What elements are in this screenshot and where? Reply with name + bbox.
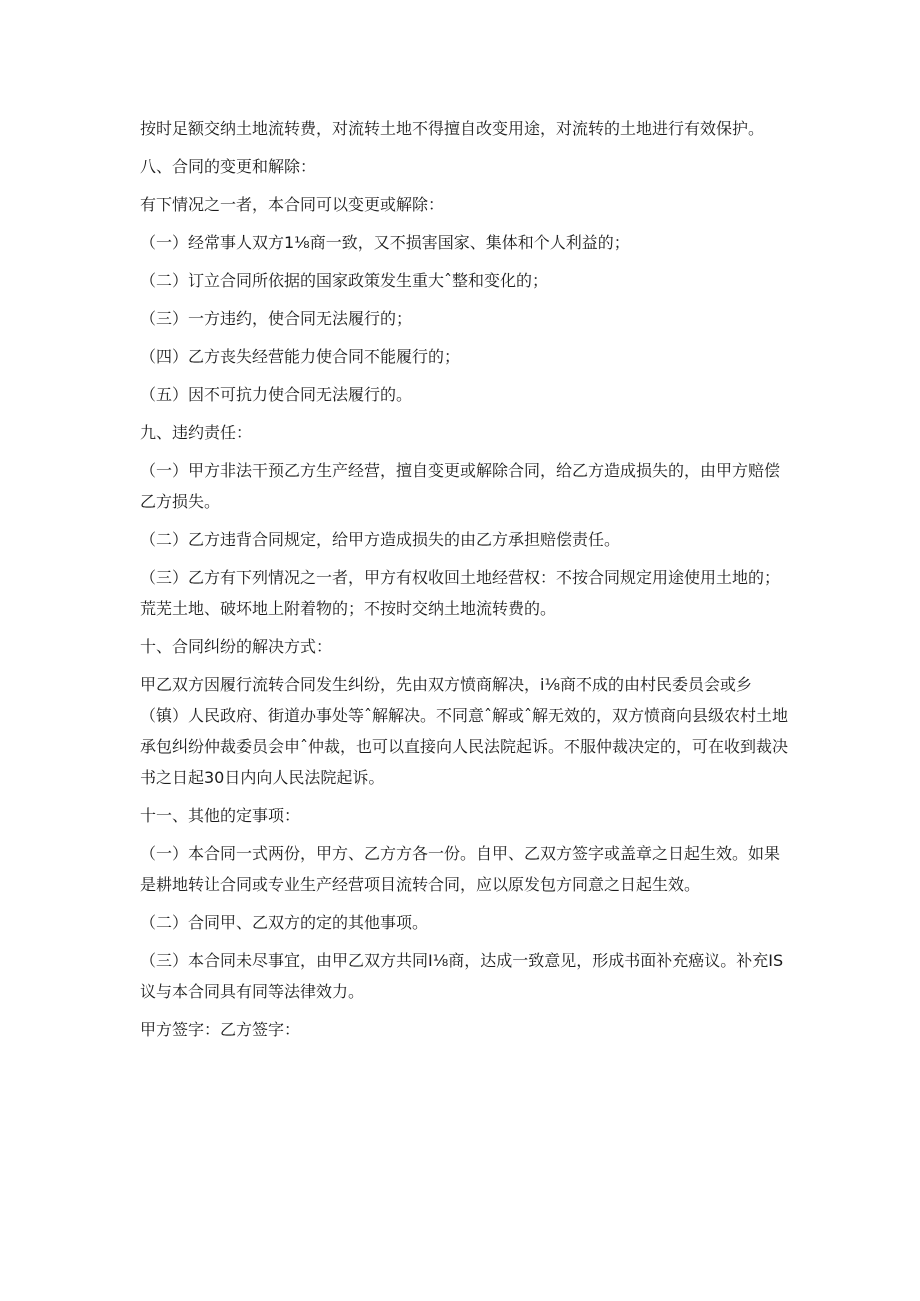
list-item-9-1: （一）甲方非法干预乙方生产经营，擅自变更或解除合同，给乙方造成损失的，由甲方赔偿乙方损失。: [140, 461, 781, 511]
list-item-8-2: （二）订立合同所依据的国家政策发生重大ˆ整和变化的；: [140, 271, 549, 290]
list-item-11-3: （三）本合同未尽事宜，由甲乙双方共同I⅛商，达成一致意见，形成书面补充癌议。补充IS议与本合同具有同等法律效力。: [140, 951, 784, 1001]
list-item-8-1: （一）经常事人双方1⅛商一致，又不损害国家、集体和个人利益的；: [140, 233, 630, 252]
heading-section-10: 十、合同纠纷的解决方式：: [140, 637, 333, 656]
heading-section-11: 十一、其他的定事项：: [140, 806, 301, 825]
paragraph-section-8-intro: 有下情况之一者，本合同可以变更或解除：: [140, 195, 445, 214]
list-item-11-1: （一）本合同一式两份，甲方、乙方方各一份。自甲、乙双方签字或盖章之日起生效。如果是耕地转让合同或专业生产经营项目流转合同，应以原发包方同意之日起生效。: [140, 844, 781, 894]
list-item-8-4: （四）乙方丧失经营能力使合同不能履行的；: [140, 347, 461, 366]
paragraph-dispute-resolution: 甲乙双方因履行流转合同发生纠纷，先由双方愤商解决，i⅛商不成的由村民委员会或乡（镇）人民政府、街道办事处等ˆ解解决。不同意ˆ解或ˆ解无效的，双方愤商向县级农村土地承包纠纷仲裁委员会申ˆ仲裁，也可以直接向人民法院起诉。不服仲裁决定的，可在收到裁决书之日起30日内向人民法院起诉。: [140, 675, 789, 787]
list-item-9-3: （三）乙方有下列情况之一者，甲方有权收回土地经营权：不按合同规定用途使用土地的；荒芜土地、破坏地上附着物的；不按时交纳土地流转费的。: [140, 568, 781, 618]
contract-body: [140, 113, 790, 1052]
heading-section-8: 八、合同的变更和解除：: [140, 157, 317, 176]
heading-section-9: 九、违约责任：: [140, 423, 253, 442]
signature-line: 甲方签字：乙方签字：: [140, 1020, 301, 1039]
list-item-8-5: （五）因不可抗力使合同无法履行的。: [140, 385, 413, 404]
list-item-8-3: （三）一方违约，使合同无法履行的；: [140, 309, 413, 328]
list-item-11-2: （二）合同甲、乙双方的定的其他事项。: [140, 913, 429, 932]
paragraph-protection-clause: 按时足额交纳土地流转费，对流转土地不得擅自改变用途，对流转的土地进行有效保护。: [140, 119, 765, 138]
list-item-9-2: （二）乙方违背合同规定，给甲方造成损失的由乙方承担赔偿责任。: [140, 530, 621, 549]
